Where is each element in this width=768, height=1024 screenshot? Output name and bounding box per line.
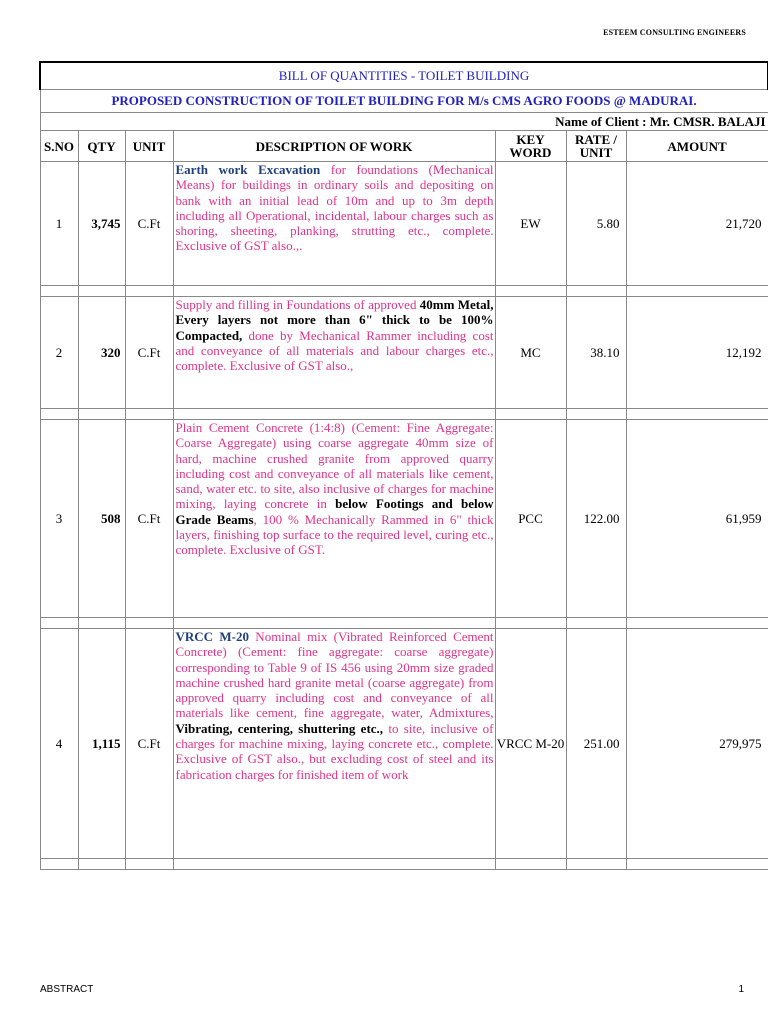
desc-text: Nominal mix (Vibrated Reinforced Cement Concrete) (Cement: fine aggregate: coarse aggregate) corresponding to Table 9 of IS 456 using 20mm size graded machine crushed hard granite metal (coarse aggregate) from approved quarry including cost and conveyance of all materials like cement, fine aggregate, water, Admixtures, xyxy=(175,629,494,721)
row-rate: 5.80 xyxy=(566,162,626,286)
row-sno: 4 xyxy=(40,629,78,859)
desc-text: to site, inclusive of charges for machine mixing, laying concrete etc., complete. Exclusive of GST also., but excluding cost of steel and its fabrication charges for finished item of work xyxy=(175,720,494,782)
boq-table xyxy=(39,61,768,870)
row-qty: 320 xyxy=(78,297,125,409)
footer-label: ABSTRACT xyxy=(40,984,94,995)
desc-bold: Earth work Excavation xyxy=(175,162,321,177)
desc-text: for foundations (Mechanical Means) for buildings in ordinary soils and depositing on bank with an initial lead of 10m and up to 3m depth including all Operational, incidental, labour charges such as shoring, sheeting, planking, strutting etc., complete. Exclusive of GST also.,. xyxy=(175,162,494,254)
desc-text: Supply and filling in Foundations of approved xyxy=(175,297,420,312)
desc-bold: VRCC M-20 xyxy=(175,629,249,644)
row-sno: 1 xyxy=(40,162,78,286)
col-amount: AMOUNT xyxy=(626,131,768,162)
row-rate: 251.00 xyxy=(566,629,626,859)
row-qty: 508 xyxy=(78,420,125,618)
desc-text: , 100 % Mechanically Rammed in 6" thick layers, finishing top surface to the required level, curing etc., complete. Exclusive of GST. xyxy=(175,511,494,558)
col-description: DESCRIPTION OF WORK xyxy=(173,131,495,162)
row-qty: 1,115 xyxy=(78,629,125,859)
desc-bold: Vibrating, centering, shuttering etc., xyxy=(175,720,384,736)
row-keyword: PCC xyxy=(495,420,566,618)
desc-bold: 40mm Metal, Every layers not more than 6" thick to be 100% Compacted, xyxy=(175,297,494,343)
row-unit: C.Ft xyxy=(125,162,173,286)
col-qty: QTY xyxy=(78,131,125,162)
row-description xyxy=(173,162,495,286)
row-unit: C.Ft xyxy=(125,297,173,409)
row-keyword: EW xyxy=(495,162,566,286)
row-amount: 21,720 xyxy=(626,162,768,286)
row-keyword: MC xyxy=(495,297,566,409)
table-row xyxy=(40,162,768,286)
row-amount: 12,192 xyxy=(626,297,768,409)
row-keyword: VRCC M-20 xyxy=(495,629,566,859)
row-description xyxy=(173,420,495,618)
desc-bold: below Footings and below Grade Beams xyxy=(175,496,494,527)
row-description xyxy=(173,297,495,409)
page-number: 1 xyxy=(738,984,744,995)
row-sno: 2 xyxy=(40,297,78,409)
desc-text: Plain Cement Concrete (1:4:8) (Cement: Fine Aggregate: Coarse Aggregate) using coarse aggregate 40mm size of hard, machine crushed granite from approved quarry including cost and conveyance of all materials like cement, sand, water etc. to site, also inclusive of charges for machine mixing, laying concrete in xyxy=(175,420,494,512)
table-row xyxy=(40,629,768,859)
row-sno: 3 xyxy=(40,420,78,618)
col-unit: UNIT xyxy=(125,131,173,162)
project-subtitle: PROPOSED CONSTRUCTION OF TOILET BUILDING FOR M/s CMS AGRO FOODS @ MADURAI. xyxy=(40,90,768,113)
col-keyword: KEY WORD xyxy=(495,131,566,162)
table-row xyxy=(40,420,768,618)
row-unit: C.Ft xyxy=(125,629,173,859)
row-qty: 3,745 xyxy=(78,162,125,286)
row-unit: C.Ft xyxy=(125,420,173,618)
document-title: BILL OF QUANTITIES - TOILET BUILDING xyxy=(40,62,768,90)
row-rate: 38.10 xyxy=(566,297,626,409)
client-name: Name of Client : Mr. CMSR. BALAJI xyxy=(40,113,768,131)
desc-text: done by Mechanical Rammer including cost and conveyance of all materials and labour charges etc., complete. Exclusive of GST also., xyxy=(175,327,494,374)
col-rate: RATE / UNIT xyxy=(566,131,626,162)
page-header: ESTEEM CONSULTING ENGINEERS xyxy=(603,28,746,37)
row-amount: 61,959 xyxy=(626,420,768,618)
column-header-row xyxy=(40,131,768,162)
table-row xyxy=(40,297,768,409)
row-amount: 279,975 xyxy=(626,629,768,859)
col-sno: S.NO xyxy=(40,131,78,162)
row-description xyxy=(173,629,495,859)
row-rate: 122.00 xyxy=(566,420,626,618)
